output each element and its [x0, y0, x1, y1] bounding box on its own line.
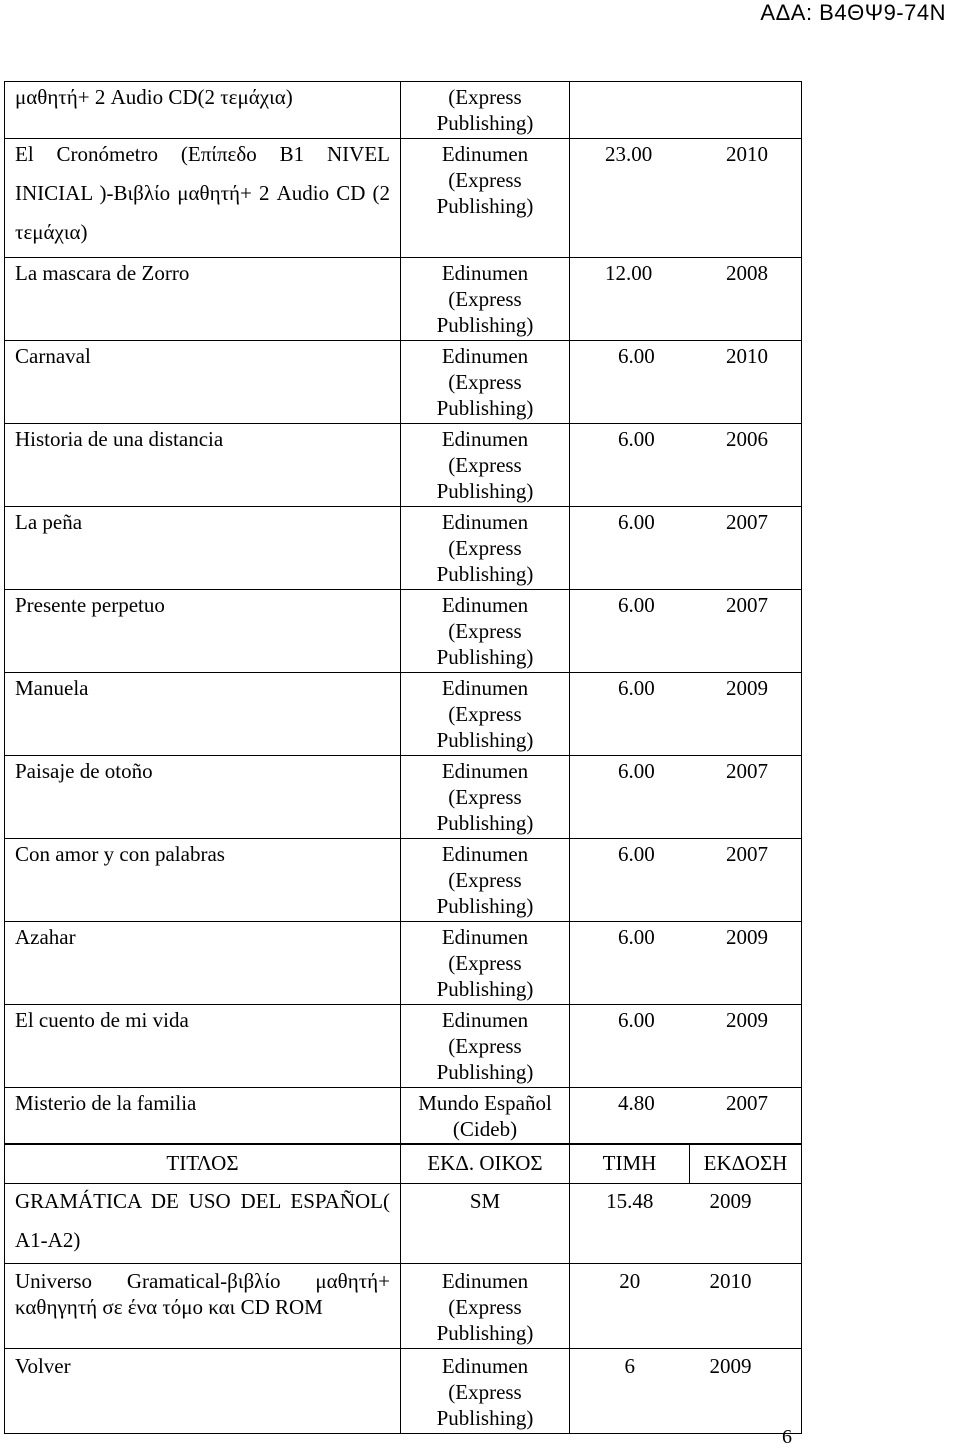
book-price-year — [570, 341, 802, 424]
book-price-year — [570, 424, 802, 507]
book-price-year — [570, 839, 802, 922]
book-price: 6 — [570, 1349, 690, 1434]
book-publisher: Edinumen (Express Publishing) — [401, 922, 570, 1005]
book-title: Con amor y con palabras — [5, 839, 401, 922]
book-price: 6.00 — [618, 593, 655, 617]
book-publisher: Edinumen (Express Publishing) — [401, 139, 570, 258]
table-row — [5, 341, 802, 424]
table-row — [5, 922, 802, 1005]
table-row — [5, 1264, 802, 1349]
ada-code: ΑΔΑ: Β4ΘΨ9-74Ν — [760, 0, 946, 25]
book-title: Volver — [5, 1349, 401, 1434]
book-price-year — [570, 1088, 802, 1145]
book-title: El Cronómetro (Επίπεδο B1 NIVEL INICIAL )-Βιβλίο μαθητή+ 2 Audio CD (2 τεμάχια) — [5, 139, 401, 258]
table-row — [5, 1349, 802, 1434]
book-price: 4.80 — [618, 1091, 655, 1115]
book-year: 2006 — [726, 427, 768, 451]
book-publisher: Edinumen (Express Publishing) — [401, 424, 570, 507]
book-price-year — [570, 82, 802, 139]
column-header-price: ΤΙΜΗ — [570, 1144, 690, 1184]
table-row — [5, 1088, 802, 1145]
table-row — [5, 424, 802, 507]
book-year: 2009 — [726, 676, 768, 700]
book-year: 2007 — [726, 510, 768, 534]
book-title: Manuela — [5, 673, 401, 756]
page-number: 6 — [782, 1426, 792, 1448]
book-title: μαθητή+ 2 Audio CD(2 τεμάχια) — [5, 82, 401, 139]
book-price: 6.00 — [618, 510, 655, 534]
column-header-year: ΕΚΔΟΣΗ — [690, 1144, 802, 1184]
book-price: 6.00 — [618, 842, 655, 866]
book-title: Misterio de la familia — [5, 1088, 401, 1145]
table-row — [5, 590, 802, 673]
book-price: 20 — [570, 1264, 690, 1349]
book-price: 6.00 — [618, 925, 655, 949]
book-price: 6.00 — [618, 759, 655, 783]
book-price: 23.00 — [605, 142, 653, 166]
book-year: 2007 — [726, 593, 768, 617]
table-row — [5, 139, 802, 258]
book-year: 2009 — [726, 925, 768, 949]
book-price: 6.00 — [618, 427, 655, 451]
book-year: 2007 — [726, 1091, 768, 1115]
book-title: Paisaje de otoño — [5, 756, 401, 839]
book-price-year — [570, 258, 802, 341]
book-price-year — [570, 673, 802, 756]
book-price: 15.48 — [570, 1184, 690, 1264]
column-header-publisher: ΕΚΔ. ΟΙΚΟΣ — [401, 1144, 570, 1184]
book-year: 2007 — [726, 842, 768, 866]
book-year: 2010 — [726, 142, 768, 166]
book-price-year — [570, 1005, 802, 1088]
book-year: 2009 — [690, 1184, 802, 1264]
book-publisher: Edinumen (Express Publishing) — [401, 341, 570, 424]
book-price: 6.00 — [618, 344, 655, 368]
table-row — [5, 756, 802, 839]
book-publisher: Edinumen (Express Publishing) — [401, 258, 570, 341]
book-publisher: Edinumen (Express Publishing) — [401, 1349, 570, 1434]
book-price-year — [570, 139, 802, 258]
book-price-year — [570, 507, 802, 590]
table-row — [5, 258, 802, 341]
book-publisher: Edinumen (Express Publishing) — [401, 507, 570, 590]
book-year: 2010 — [726, 344, 768, 368]
books-table-2 — [4, 1143, 802, 1434]
table-header-row — [5, 1144, 802, 1184]
book-publisher: Edinumen (Express Publishing) — [401, 673, 570, 756]
table-row — [5, 82, 802, 139]
book-publisher: Edinumen (Express Publishing) — [401, 590, 570, 673]
table-row — [5, 1005, 802, 1088]
book-title: GRAMÁTICA DE USO DEL ESPAÑOL( A1-A2) — [5, 1184, 401, 1264]
book-year: 2007 — [726, 759, 768, 783]
book-title: Azahar — [5, 922, 401, 1005]
table-row — [5, 1184, 802, 1264]
book-price-year — [570, 756, 802, 839]
table-row — [5, 673, 802, 756]
book-title: La mascara de Zorro — [5, 258, 401, 341]
book-title: Presente perpetuo — [5, 590, 401, 673]
book-title: La peña — [5, 507, 401, 590]
column-header-title: ΤΙΤΛΟΣ — [5, 1144, 401, 1184]
book-title: Historia de una distancia — [5, 424, 401, 507]
book-price: 6.00 — [618, 676, 655, 700]
book-publisher: Edinumen (Express Publishing) — [401, 1005, 570, 1088]
table-row — [5, 839, 802, 922]
book-year: 2010 — [690, 1264, 802, 1349]
book-title: Universo Gramatical-βιβλίο μαθητή+ καθηγητή σε ένα τόμο και CD ROM — [5, 1264, 401, 1349]
book-publisher: (Express Publishing) — [401, 82, 570, 139]
book-price-year — [570, 922, 802, 1005]
book-publisher: Edinumen (Express Publishing) — [401, 1264, 570, 1349]
book-publisher: SM — [401, 1184, 570, 1264]
table-row — [5, 507, 802, 590]
book-publisher: Mundo Español (Cideb) — [401, 1088, 570, 1145]
book-price: 12.00 — [605, 261, 653, 285]
book-year: 2009 — [726, 1008, 768, 1032]
book-publisher: Edinumen (Express Publishing) — [401, 756, 570, 839]
book-price-year — [570, 590, 802, 673]
book-publisher: Edinumen (Express Publishing) — [401, 839, 570, 922]
book-year: 2009 — [690, 1349, 802, 1434]
book-title: El cuento de mi vida — [5, 1005, 401, 1088]
book-year: 2008 — [726, 261, 768, 285]
books-table-1 — [4, 81, 802, 1145]
book-price: 6.00 — [618, 1008, 655, 1032]
book-title: Carnaval — [5, 341, 401, 424]
